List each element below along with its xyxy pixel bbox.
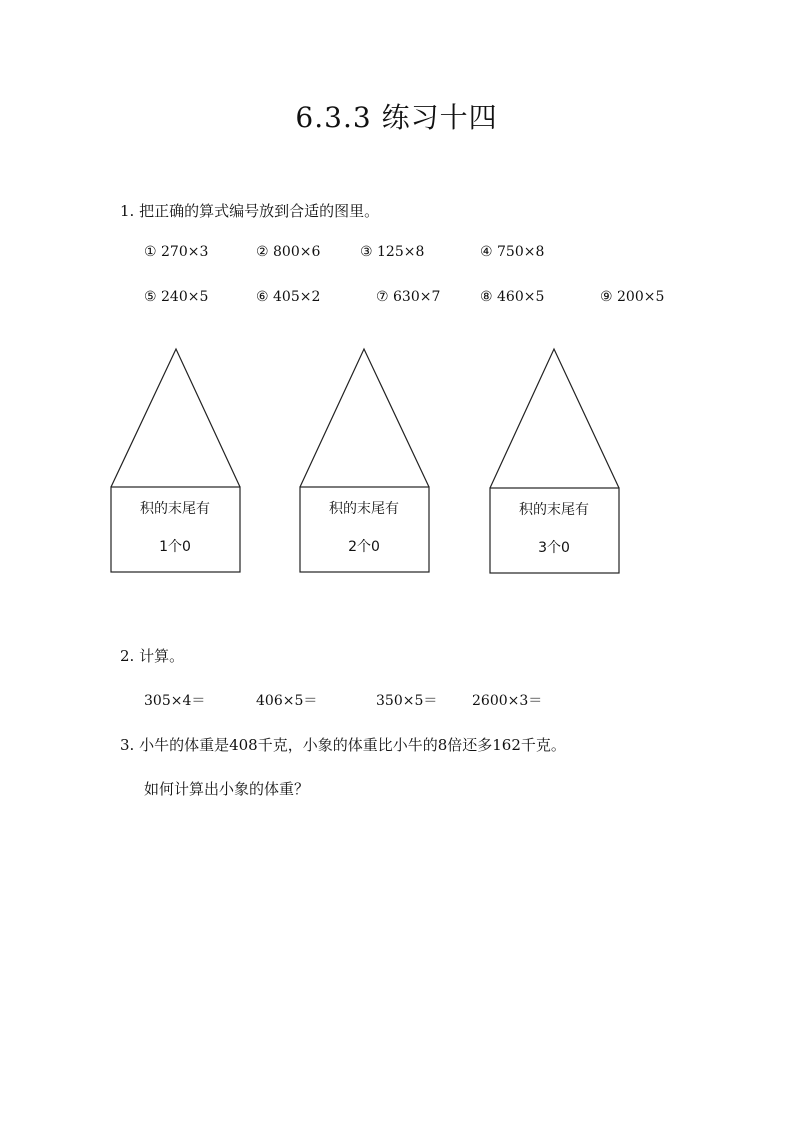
option-1: ① 270×3 xyxy=(144,244,209,260)
house-1-label: 积的末尾有 xyxy=(140,501,210,517)
option-3: ③ 125×8 xyxy=(360,244,425,260)
option-7: ⑦ 630×7 xyxy=(376,289,441,305)
house-2 xyxy=(299,348,430,573)
option-2: ② 800×6 xyxy=(256,244,321,260)
calc-problem-1: 305×4＝ xyxy=(144,693,206,709)
option-6: ⑥ 405×2 xyxy=(256,289,321,305)
calc-problem-2: 406×5＝ xyxy=(256,693,318,709)
option-4: ④ 750×8 xyxy=(480,244,545,260)
question-2-text: 2. 计算。 xyxy=(120,647,185,665)
question-3-subtext: 如何计算出小象的体重？ xyxy=(144,780,310,798)
question-1-text: 1. 把正确的算式编号放到合适的图里。 xyxy=(120,202,380,220)
house-3-label: 积的末尾有 xyxy=(519,502,589,518)
house-1 xyxy=(110,348,241,573)
house-2-value: 2个0 xyxy=(348,539,380,555)
option-5: ⑤ 240×5 xyxy=(144,289,209,305)
option-8: ⑧ 460×5 xyxy=(480,289,545,305)
house-1-value: 1个0 xyxy=(159,539,191,555)
option-9: ⑨ 200×5 xyxy=(600,289,665,305)
page-title: 6.3.3 练习十四 xyxy=(295,101,498,134)
calc-problem-4: 2600×3＝ xyxy=(472,693,543,709)
house-3-value: 3个0 xyxy=(538,540,570,556)
house-2-label: 积的末尾有 xyxy=(329,501,399,517)
calc-problem-3: 350×5＝ xyxy=(376,693,438,709)
question-3-text: 3. 小牛的体重是408千克，小象的体重比小牛的8倍还多162千克。 xyxy=(120,736,566,754)
house-3 xyxy=(489,348,620,574)
